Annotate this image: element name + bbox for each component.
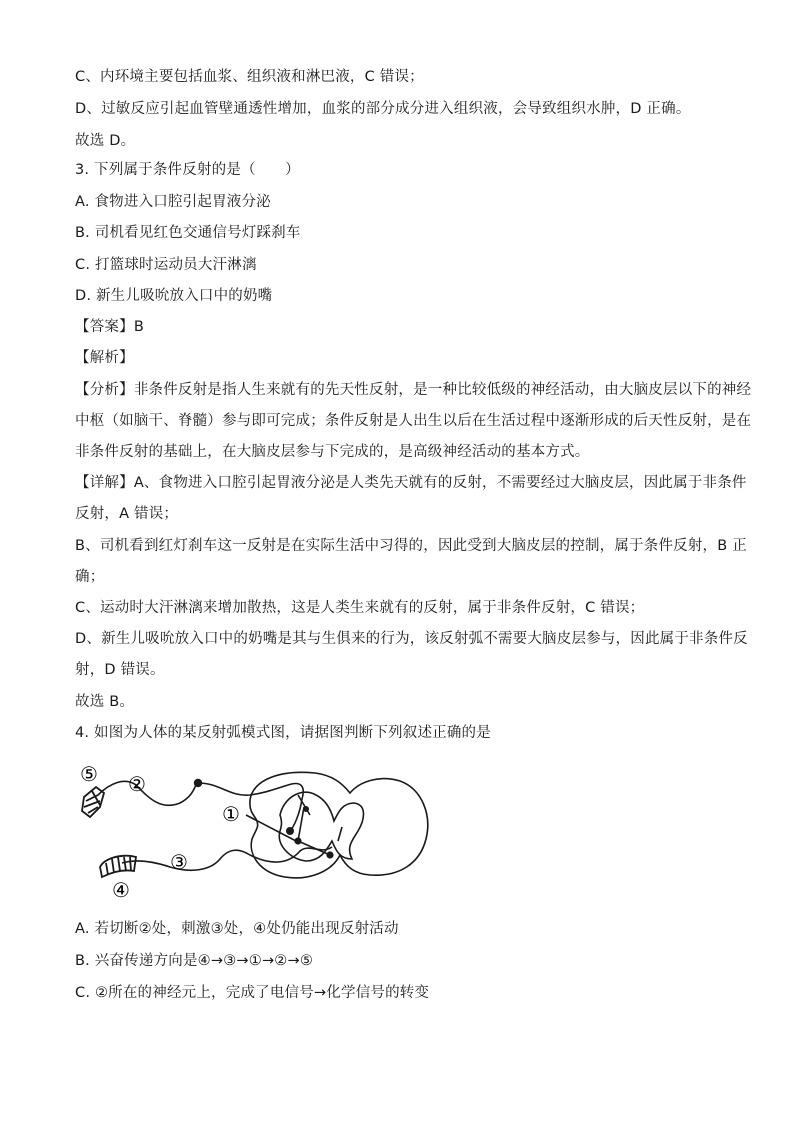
q3-option-c: C. 打篮球时运动员大汗淋漓 — [75, 257, 257, 273]
xiangjie-tag: 【详解】 — [75, 475, 134, 491]
q4-option-c: C. ②所在的神经元上，完成了电信号→化学信号的转变 — [75, 985, 430, 1001]
fenxi-line: 非条件反射的基础上，在大脑皮层参与下完成的，是高级神经活动的基本方式。 — [75, 444, 590, 460]
fenxi-line — [75, 380, 751, 400]
q4-option-a: A. 若切断②处，刺激③处，④处仍能出现反射活动 — [75, 921, 399, 937]
text-line: C、内环境主要包括血浆、组织液和淋巴液，C 错误； — [75, 69, 424, 85]
text-line: 故选 D。 — [75, 133, 136, 149]
xiangjie-line: 反射，A 错误； — [75, 506, 179, 522]
answer-value: B — [133, 319, 144, 335]
xiangjie-line — [75, 473, 747, 493]
efferent-nerve — [122, 847, 332, 870]
answer-tag: 【答案】 — [75, 319, 134, 335]
xiangjie-line: B、司机看到红灯刹车这一反射是在实际生活中习得的，因此受到大脑皮层的控制，属于条件反射，B 正 — [75, 538, 747, 554]
afferent-nerve — [98, 781, 198, 805]
label-1: ① — [222, 802, 240, 826]
label-5: ⑤ — [80, 762, 98, 786]
q4-option-b: B. 兴奋传递方向是④→③→①→②→⑤ — [75, 953, 314, 969]
label-3: ③ — [170, 850, 188, 874]
answer-line — [75, 317, 144, 337]
xiangjie-line: D、新生儿吸吮放入口中的奶嘴是其与生俱来的行为，该反射弧不需要大脑皮层参与，因此属于非条件反 — [75, 631, 748, 647]
question-4-stem: 4. 如图为人体的某反射弧模式图，请据图判断下列叙述正确的是 — [75, 725, 491, 741]
fenxi-text: 非条件反射是指人生来就有的先天性反射，是一种比较低级的神经活动，由大脑皮层以下的神经 — [133, 382, 752, 398]
xiangjie-text: A、食物进入口腔引起胃液分泌是人类先天就有的反射，不需要经过大脑皮层，因此属于非条件 — [133, 475, 747, 491]
xiangjie-line: 确； — [75, 569, 105, 585]
reflex-arc-diagram — [70, 755, 440, 905]
question-3-stem: 3. 下列属于条件反射的是（ ） — [75, 162, 300, 178]
interneuron — [298, 807, 330, 855]
conclusion-line: 故选 B。 — [75, 694, 135, 710]
fenxi-line: 中枢（如脑干、脊髓）参与即可完成；条件反射是人出生以后在生活过程中逐渐形成的后天性反射，是在 — [75, 413, 752, 429]
text-line: D、过敏反应引起血管壁通透性增加，血浆的部分成分进入组织液，会导致组织水肿，D 正确。 — [75, 101, 691, 117]
xiangjie-line: 射，D 错误。 — [75, 662, 165, 678]
q3-option-a: A. 食物进入口腔引起胃液分泌 — [75, 194, 271, 210]
q3-option-b: B. 司机看见红色交通信号灯踩刹车 — [75, 225, 301, 241]
label-2: ② — [128, 772, 146, 796]
label-4: ④ — [112, 878, 130, 902]
fenxi-tag: 【分析】 — [75, 382, 134, 398]
analysis-tag: 【解析】 — [75, 350, 134, 366]
q3-option-d: D. 新生儿吸吮放入口中的奶嘴 — [75, 288, 273, 304]
xiangjie-line: C、运动时大汗淋漓来增加散热，这是人类生来就有的反射，属于非条件反射，C 错误； — [75, 600, 645, 616]
